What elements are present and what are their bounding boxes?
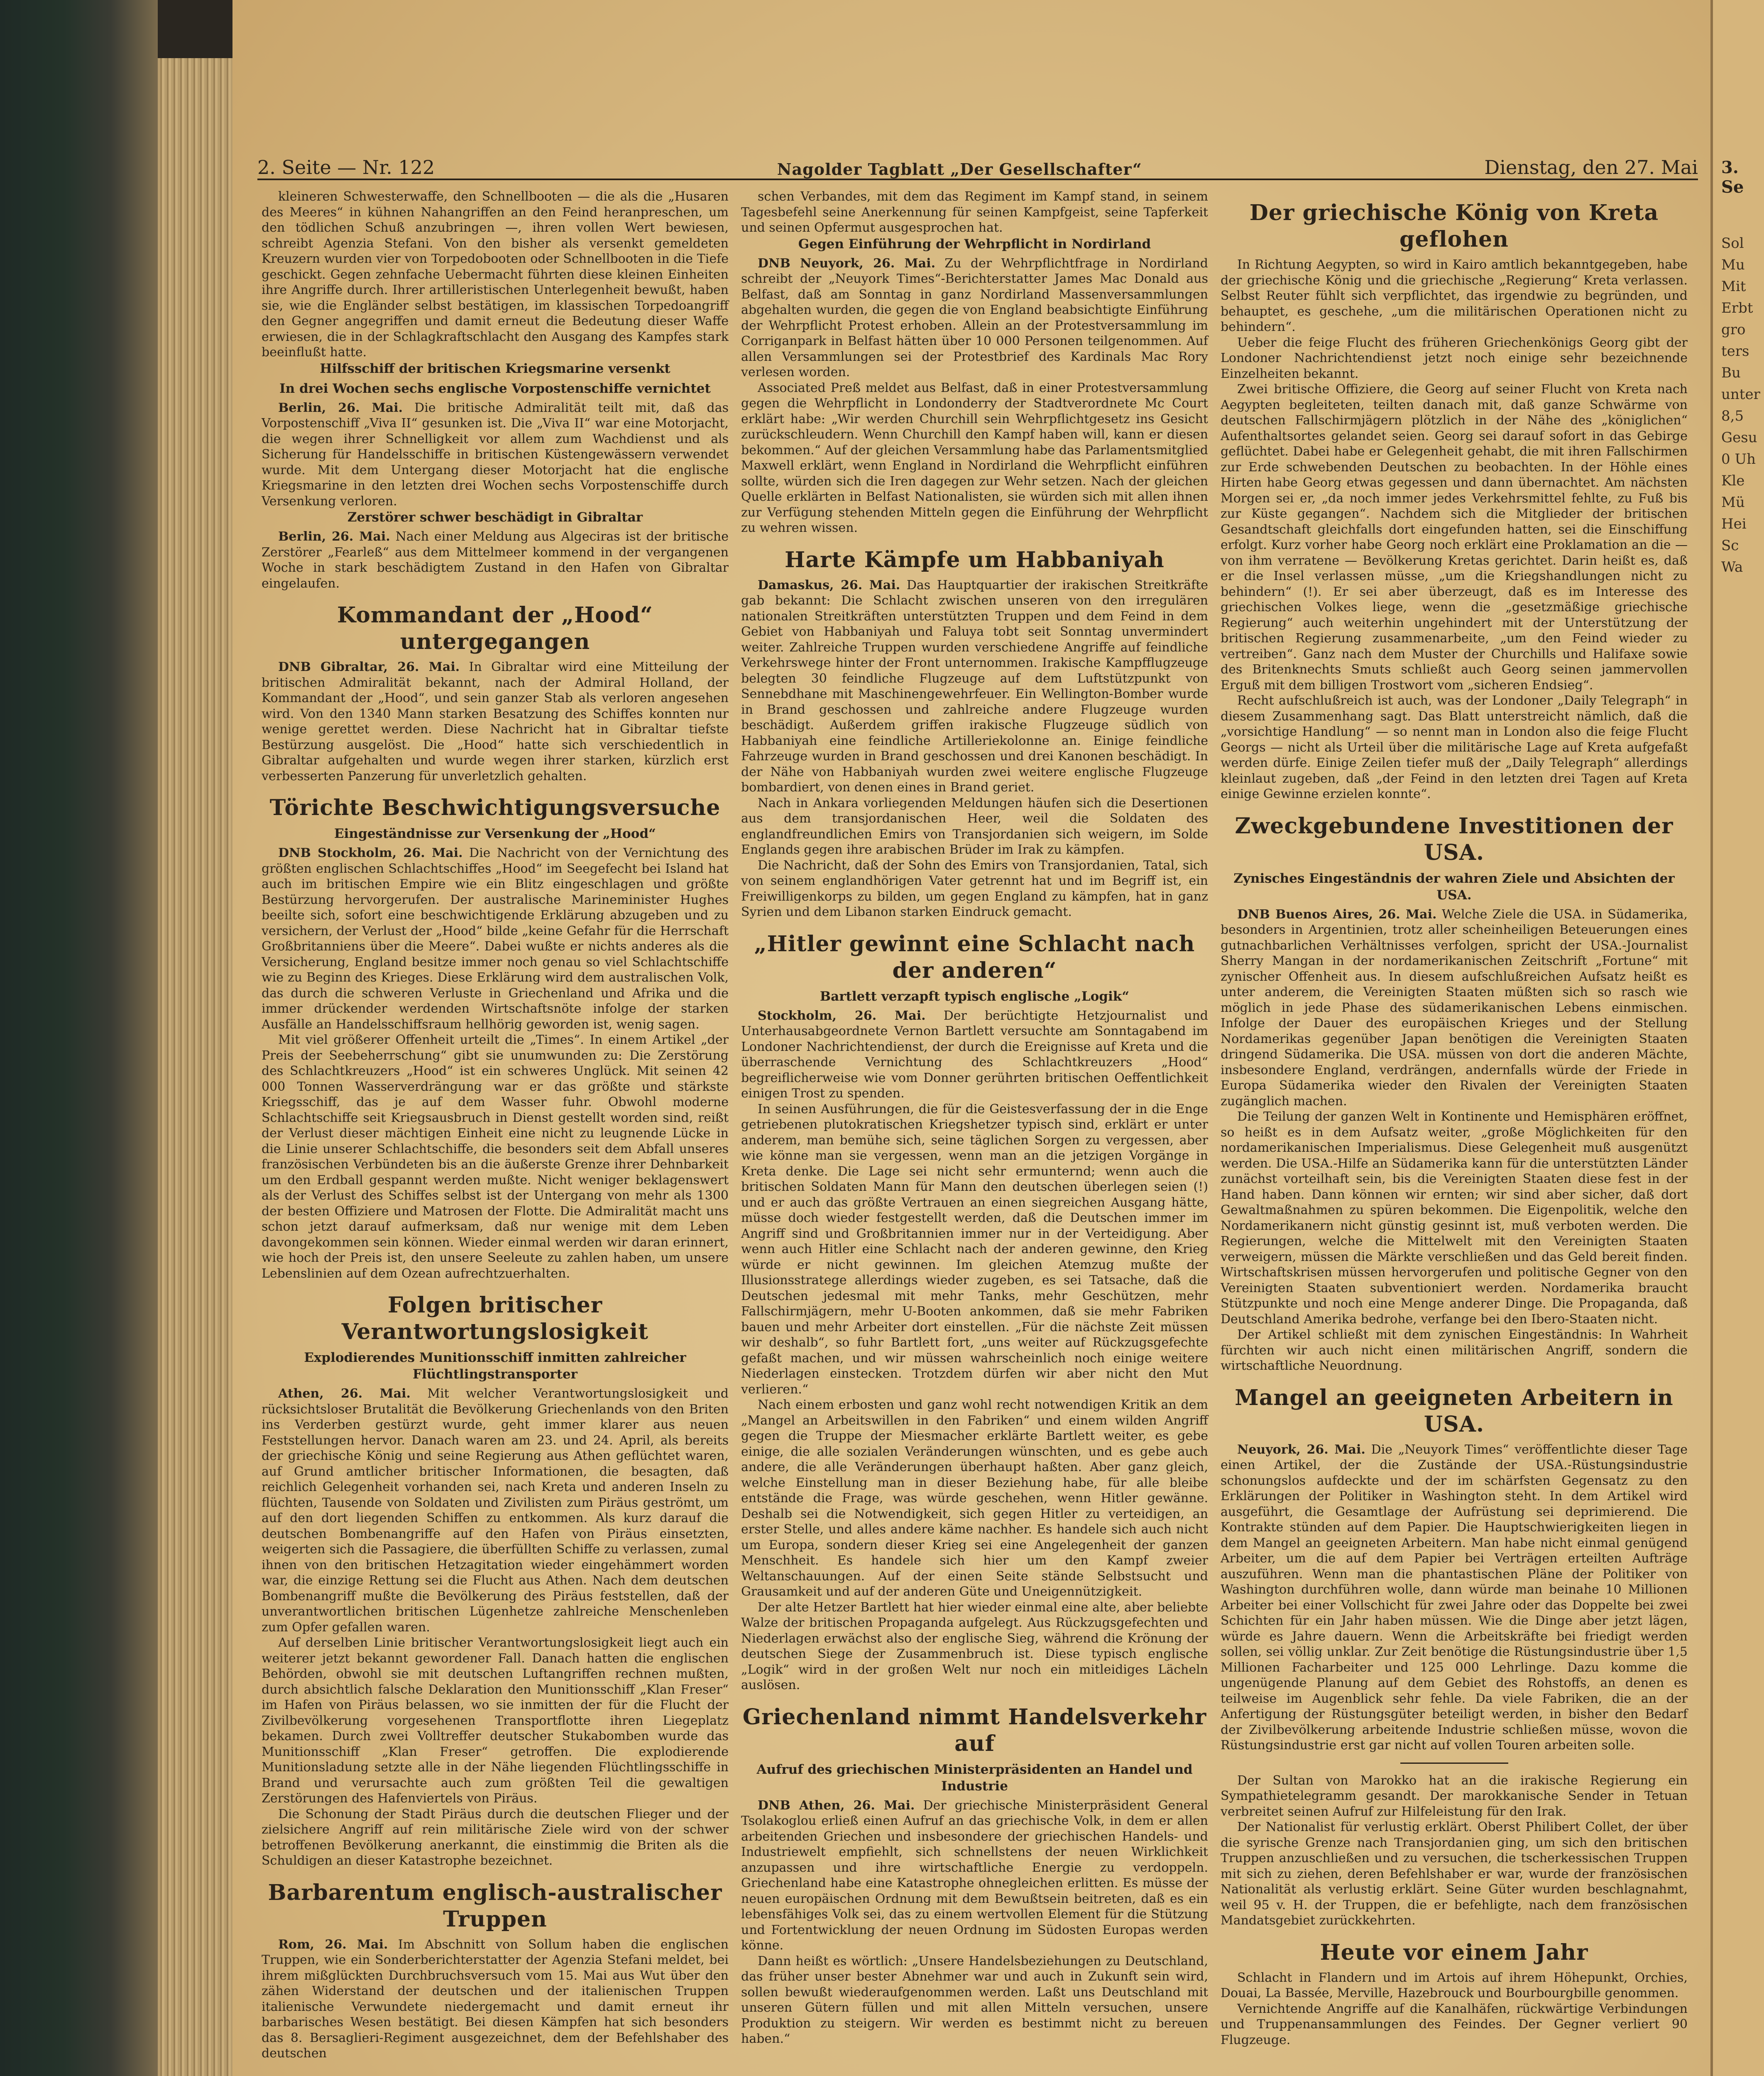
next-page-fragment: gro [1721,321,1746,338]
article-paragraph [1221,1819,1688,1929]
article-text: Die Schonung der Stadt Piräus durch die deutschen Flieger und der zielsichere Angriff auf rein militärische Ziele wird von der schwer betroffenen Bevölkerung anerkannt, die einstimmig die Briten als die Schuldigen an dieser Katastrophe bezeichnet. [262,1807,729,1868]
article-dateline: Stockholm, 26. Mai. [758,1008,926,1023]
next-page-fragments [1721,233,1759,578]
article-text: Zu der Wehrpflichtfrage in Nordirland schreibt der „Neuyork Times“-Berichterstatter James Mac Donald aus Belfast, daß am Sonntag in ganz Nordirland Massenversammlungen abgehalten wurden, die gegen die von England beabsichtigte Einführung der Wehrpflicht Protest erhoben. Allein an der Protestversammlung im Corriganpark in Belfast hätten über 10 000 Personen teilgenommen. Auf allen Versammlungen sei der Protestbrief des Kardinals Mac Rory verlesen worden. [741,256,1208,379]
article-headline: Harte Kämpfe um Habbaniyah [785,547,1165,573]
article-dateline: DNB Gibraltar, 26. Mai. [278,660,460,674]
next-page-fragment: Kle [1721,472,1745,489]
article-text: Vernichtende Angriffe auf die Kanalhäfen, rückwärtige Verbindungen und Truppenansammlungen des Feindes. Der Gegner verliert 90 Flugzeuge. [1221,2001,1688,2047]
column-1 [262,189,729,2061]
article-paragraph [741,1600,1208,1693]
next-page-header: 3. Se [1721,158,1744,197]
article-subheadline: Zerstörer schwer beschädigt in Gibraltar [347,510,643,525]
article-subheadline: Bartlett verzapft typisch englische „Logik“ [820,989,1130,1004]
article-text: In Richtung Aegypten, so wird in Kairo amtlich bekanntgegeben, habe der griechische König und die griechische „Regierung“ Kreta verlassen. Selbst Reuter fühlt sich verpflichtet, das irgendwie zu begründen, und behauptet, es geschehe, „um die militärischen Operationen nicht zu behindern“. [1221,257,1688,334]
column-3 [1221,189,1688,2048]
article-text: Die Nachricht, daß der Sohn des Emirs von Transjordanien, Tatal, sich von seinem englandhörigen Vater getrennt hat und im Begriff ist, ein Freiwilligenkorps zu bilden, um gegen England zu kämpfen, hat in ganz Syrien und dem Libanon starken Eindruck gemacht. [741,858,1208,919]
article-text: Die britische Admiralität teilt mit, daß das Vorpostenschiff „Viva II“ gesunken ist. Die „Viva II“ war eine Motorjacht, die wegen ihrer Schnelligkeit vor allem zum Wachdienst und als Sicherung für Handelsschiffe in britischen Küstengewässern verwendet wurde. Mit dem Untergang dieser Motorjacht hat die englische Kriegsmarine in den letzten drei Wochen sechs Vorpostenschiffe durch Versenkung verloren. [262,400,729,509]
next-page-fragment: Mu [1721,257,1745,273]
article-paragraph [262,845,729,1032]
article-paragraph [1221,1970,1688,2001]
article-text: Der alte Hetzer Bartlett hat hier wieder einmal eine alte, aber beliebte Walze der britischen Propaganda aufgelegt. Aus Rückzugsgefechten und Niederlagen erwächst also der englische Sieg, während die Krönung der deutschen Siege der Zusammenbruch ist. Diese typisch englische „Logik“ wird in der großen Welt nur noch ein mitleidiges Lächeln auslösen. [741,1600,1208,1692]
next-page-fragment: ters [1721,343,1749,360]
article-text: Welche Ziele die USA. in Südamerika, besonders in Argentinien, trotz aller scheinheiligen Beteuerungen eines gutnachbarlichen Verhältnisses verfolgen, spricht der USA.-Journalist Sherry Mangan in der nordamerikanischen Zeitschrift „Fortune“ mit zynischer Offenheit aus. In diesem aufschlußreichen Aufsatz heißt es unter anderem, die Vereinigten Staaten müßten sich so rasch wie möglich in jede Phase des südamerikanischen Lebens einmischen. Infolge der Dauer des europäischen Krieges und der Stellung Nordamerikas gegenüber Japan benötigen die Vereinigten Staaten dringend Südamerika. Die USA. müssen von dort die anderen Mächte, insbesondere England, verdrängen, andernfalls würde der Friede in Europa Südamerika wieder den Rivalen der Vereinigten Staaten zugänglich machen. [1221,907,1688,1109]
next-page-fragment: unter [1721,386,1760,403]
article-text: Nach einem erbosten und ganz wohl recht notwendigen Kritik an dem „Mangel an Arbeitswillen in den Fabriken“ und einem wilden Angriff gegen die Truppe der Miesmacher erklärte Bartlett weiter, es gebe einige, die alle sozialen Veränderungen wünschten, und es gebe auch andere, die alle Veränderungen überhaupt haßten. Aber ganz gleich, welche Einstellung man in dieser Beziehung habe, für alle bleibe entstände die Frage, was würde geschehen, wenn Hitler gewänne. Deshalb sei die Notwendigkeit, sich gegen Hitler zu verteidigen, an erster Stelle, und alles andere käme nachher. Es handele sich auch nicht um Europa, sondern dieser Krieg sei eine Angelegenheit der ganzen Menschheit. Es handele sich hier um den Kampf zweier Weltanschauungen. Auf der einen Seite stände Selbstsucht und Grausamkeit und auf der anderen Güte und Uneigennützigkeit. [741,1398,1208,1599]
article-paragraph [1221,1327,1688,1374]
article-text: Der griechische Ministerpräsident General Tsolakoglou erließ einen Aufruf an das griechische Volk, in dem er allen arbeitenden Griechen und insbesondere der griechischen Handels- und Industriewelt empfiehlt, sich schnellstens der neuen Wirklichkeit anzupassen und ihre wirtschaftliche Energie zu verdoppeln. Griechenland habe eine Katastrophe ohnegleichen erlitten. Es müsse der neuen europäischen Ordnung mit dem Bewußtsein beitreten, daß es ein lebensfähiges Volk sei, das zu einem wertvollen Element für die Stützung und Fortentwicklung der neuen Ordnung im Südosten Europas werden könne. [741,1798,1208,1953]
article-dateline: Berlin, 26. Mai. [278,529,390,544]
article-text: Dann heißt es wörtlich: „Unsere Handelsbeziehungen zu Deutschland, das früher unser bester Abnehmer war und auch in Zukunft sein wird, sollen bewußt wiederaufgenommen werden. Laßt uns Deutschland mit unseren Gütern füllen und mit allen Mitteln versuchen, unsere Produktion zu steigern. Wir werden es bestimmt nicht zu bereuen haben.“ [741,1954,1208,2046]
article-paragraph [1221,907,1688,1109]
article-text: In seinen Ausführungen, die für die Geistesverfassung der in die Enge getriebenen plutokratischen Kriegshetzer typisch sind, erklärt er unter anderem, man bemühe sich, seine täglichen Sorgen zu vergessen, aber wie könne man sie vergessen, wenn man an die jetzigen Vorgänge in Kreta denke. Die Lage sei nicht sehr ermunternd; wenn auch die britischen Soldaten Mann für Mann den deutschen überlegen seien (!) und er auch das größte Vertrauen an einen siegreichen Ausgang hätte, müsse doch wieder festgestellt werden, daß die Deutschen immer im Angriff sind und Großbritannien immer nur in der Verteidigung. Aber wenn auch Hitler eine Schlacht nach der anderen gewinne, den Krieg würde er nicht gewinnen. Im gleichen Atemzug mußte der Illusionsstratege allerdings wieder zugeben, es sei Tatsache, daß die Deutschen jedesmal mit mehr Tanks, mehr Geschützen, mehr Fallschirmjägern, mehr U-Booten ankommen, daß sie mehr Fabriken bauen und mehr Arbeiter dort einstellen. „Für die nächste Zeit müssen wir deshalb“, so fuhr Bartlett fort, „uns weiter auf Rückzugsgefechte gefaßt machen, und wir müssen wahrscheinlich noch einige weitere Niederlagen einstecken. Trotzdem dürfen wir aber nicht den Mut verlieren.“ [741,1102,1208,1397]
next-page-fragment: 0 Uh [1721,451,1756,468]
article-dateline: DNB Stockholm, 26. Mai. [278,846,463,860]
article-dateline: Berlin, 26. Mai. [278,400,403,415]
article-subheadline: Explodierendes Munitionsschiff inmitten zahlreicher Flüchtlingstransporter [304,1350,686,1382]
article-headline: Kommandant der „Hood“ untergegangen [337,602,653,654]
article-text: Der Artikel schließt mit dem zynischen Eingeständnis: In Wahrheit fürchten wir auch nicht einen militärischen Angriff, sondern die wirtschaftliche Neuordnung. [1221,1327,1688,1373]
article-text: Associated Preß meldet aus Belfast, daß in einer Protestversammlung gegen die Wehrpflicht in Londonderry der Stadtverordnete Mc Court erklärt habe: „Wir werden Churchill sein Wehrpflichtgesetz ins Gesicht zurückschleudern. Wenn Churchill den Kampf haben will, kann er diesen bekommen.“ Auf der gleichen Versammlung habe das Parlamentsmitglied Maxwell erklärt, wenn England in Nordirland die Wehrpflicht einführen sollte, würden sich die Iren dagegen zur Wehr setzen. Nach der gleichen Quelle erklärten in Belfast Nationalisten, sie würden sich mit allen ihnen zur Verfügung stehenden Mitteln gegen die Einführung der Wehrpflicht zu wehren wissen. [741,380,1208,535]
article-text: Mit welcher Verantwortungslosigkeit und rücksichtsloser Brutalität die Bevölkerung Griechenlands von den Briten ins Verderben gestürzt wurde, geht immer klarer aus neuen Feststellungen hervor. Danach waren am 23. und 24. April, als bereits der griechische König und seine Regierung aus Athen geflüchtet waren, auf Grund amtlicher britischer Informationen, die besagten, daß reichlich Gelegenheit vorhanden sei, nach Kreta und anderen Inseln zu flüchten, Tausende von Soldaten und Zivilisten zum Piräus geströmt, um auf den dort liegenden Schiffen zu entkommen. Als kurz darauf die deutschen Bombenangriffe auf den Hafen von Piräus einsetzten, weigerten sich die Passagiere, die überfüllten Schiffe zu verlassen, zumal ihnen von den britischen Hetzagitation wieder eingehämmert worden war, die einzige Rettung sei die Flucht aus Athen. Nach dem deutschen Bombenangriff mußte die Bevölkerung des Piräus feststellen, daß der unverantwortlichen britischen Lügenhetze zahlreiche Menschenleben zum Opfer gefallen waren. [262,1386,729,1635]
article-paragraph [741,1397,1208,1600]
article-headline: Heute vor einem Jahr [1320,1939,1588,1965]
article-headline: Der griechische König von Kreta geflohen [1249,200,1659,252]
next-page-edge [1710,0,1764,2076]
article-paragraph [1221,1773,1688,1820]
article-paragraph [741,1954,1208,2047]
article-paragraph [262,1807,729,1869]
article-paragraph [741,380,1208,536]
section-divider [1400,1763,1508,1764]
article-headline: Zweckgebundene Investitionen der USA. [1235,813,1673,865]
article-text: Auf derselben Linie britischer Verantwortungslosigkeit liegt auch ein weiterer jetzt bekannt gewordener Fall. Danach hatten die englischen Behörden, obwohl sie mit deutschen Luftangriffen rechnen mußten, durch absichtlich falsche Deklaration den Munitionsschiff „Klan Freser“ im Hafen von Piräus belassen, wo sie inmitten der für die Flucht der Zivilbevölkerung vorgesehenen Transportflotte ihren Liegeplatz bekamen. Durch zwei Volltreffer deutscher Stukabomben wurde das Munitionsschiff „Klan Freser“ getroffen. Die explodierende Munitionsladung setzte alle in der Nähe liegenden Flüchtlingsschiffe in Brand und verursachte auch zum größten Teil die gewaltigen Zerstörungen des Hafenviertels von Piräus. [262,1635,729,1806]
article-paragraph [1221,1109,1688,1327]
article-headline: „Hitler gewinnt eine Schlacht nach der anderen“ [754,931,1195,983]
article-text: Schlacht in Flandern und im Artois auf ihrem Höhepunkt, Orchies, Douai, La Bassée, Merville, Hazebrouck und Bourbourgbille genommen. [1221,1970,1688,2000]
article-dateline: Neuyork, 26. Mai. [1237,1442,1365,1457]
article-paragraph [741,1102,1208,1398]
article-subheadline: Hilfsschiff der britischen Kriegsmarine versenkt [320,361,670,376]
next-page-fragment: Gesu [1721,429,1757,446]
article-dateline: Rom, 26. Mai. [278,1937,388,1952]
next-page-fragment: Mü [1721,494,1745,511]
article-subheadline: Eingeständnisse zur Versenkung der „Hood“ [334,826,656,841]
article-paragraph [1221,335,1688,382]
article-paragraph [741,256,1208,380]
article-text: kleineren Schwesterwaffe, den Schnellbooten — die als die „Husaren des Meeres“ in kühnen Nahangriffen an den Feind heranpreschen, um den tödlichen Schuß anzubringen —, ihren vollen Wert bewiesen, schreibt Agenzia Stefani. Von den bisher als versenkt gemeldeten Kreuzern wurden vier von Torpedobooten oder Schnellbooten in die Tiefe geschickt. Gegen zehnfache Uebermacht führten diese kleinen Einheiten ihre Angriffe durch. Ihrer artilleristischen Unterlegenheit bewußt, haben sie, wie die Engländer selbst bestätigen, im klassischen Torpedoangriff den Gegner angegriffen und damit erneut die Bedeutung dieser Waffe erwiesen, die in der Schlagkraftschlacht den Ausgang des Kampfes stark beeinflußt hatte. [262,189,729,360]
article-headline: Folgen britischer Verantwortungslosigkeit [341,1293,649,1344]
next-page-fragment: 8,5 [1721,408,1744,424]
next-page-fragment: Sc [1721,537,1739,554]
article-paragraph [262,400,729,509]
article-paragraph [741,1008,1208,1102]
article-headline: Barbarentum englisch-australischer Truppen [268,1880,722,1932]
newspaper-page [232,0,1710,2076]
article-paragraph [262,1386,729,1635]
article-text: Nach einer Meldung aus Algeciras ist der britische Zerstörer „Fearleß“ aus dem Mittelmeer kommend in der vergangenen Woche in stark beschädigtem Zustand in den Hafen von Gibraltar eingelaufen. [262,529,729,591]
article-headline: Törichte Beschwichtigungsversuche [269,795,721,820]
article-paragraph [1221,2001,1688,2048]
next-page-fragment: Bu [1721,365,1741,381]
article-headline: Mangel an geeigneten Arbeitern in USA. [1235,1385,1673,1437]
article-paragraph [1221,1442,1688,1753]
article-paragraph [741,796,1208,858]
next-page-fragment: Wa [1721,559,1743,575]
article-paragraph [262,529,729,591]
header-newspaper-title: Nagolder Tagblatt „Der Gesellschafter“ [777,160,1142,179]
article-dateline: DNB Buenos Aires, 26. Mai. [1237,907,1437,922]
article-paragraph [741,858,1208,920]
article-subheadline: Gegen Einführung der Wehrpflicht in Nordirland [798,236,1151,252]
header-date: Dienstag, den 27. Mai [1484,156,1698,179]
article-subheadline: Zynisches Eingeständnis der wahren Ziele und Absichten der USA. [1233,871,1675,903]
page-edges [158,58,232,2076]
article-dateline: Damaskus, 26. Mai. [758,578,900,592]
article-dateline: Athen, 26. Mai. [278,1386,411,1401]
article-text: Die „Neuyork Times“ veröffentlichte dieser Tage einen Artikel, der die Zustände der USA.-Rüstungsindustrie schonungslos aufdeckte und der im schärfsten Gegensatz zu den Erklärungen der Politiker in Washington steht. In dem Artikel wird ausgeführt, die Gesamtlage der Aufrüstung sei deprimierend. Die Kontrakte stünden auf dem Papier. Die Hauptschwierigkeiten liegen in dem Mangel an geeigneten Arbeitern. Man habe nicht einmal genügend Arbeiter, um die auf dem Papier bei Verträgen erteilten Aufträge auszuführen. Wenn man die phantastischen Pläne der Politiker von Washington durchführen wolle, dann würde man beinahe 10 Millionen Arbeiter bei einer Vollschicht für zwei Jahre oder das Doppelte bei zwei Schichten für ein Jahr haben müssen. Wie die Dinge aber jetzt lägen, würde es Jahre dauern. Wenn die Arbeitskräfte bei friedigt werden sollen, sei völlig unklar. Zur Zeit benötige die Rüstungsindustrie über 1,5 Millionen Facharbeiter und 125 000 Lehrlinge. Dazu komme die ungenügende Planung auf dem Gebiet des Rohstoffs, an denen es teilweise im Augenblick sehr fehle. Da viele Fabriken, die an der Anfertigung der Rüstungsgüter beteiligt werden, in bisher den Bedarf der Zivilbevölkerung arbeitende Industrie schließen müsse, wovon die Rüstungsindustrie erst gar nicht auf vollen Touren arbeiten solle. [1221,1442,1688,1753]
article-text: Zwei britische Offiziere, die Georg auf seiner Flucht von Kreta nach Aegypten begleiteten, teilten danach mit, daß ganze Schwärme von deutschen Fallschirmjägern plötzlich in der Nähe des „königlichen“ Aufenthaltsortes gelandet seien. Georg sei darauf sofort in das Gebirge geflüchtet. Dabei habe er Gelegenheit gehabt, die mit ihren Fallschirmen zur Erde schwebenden Deutschen zu beobachten. In der Höhle eines Hirten habe Georg etwas gegessen und dann übernachtet. Am nächsten Morgen sei er, „da noch immer jedes Verkehrsmittel fehlte, zu Fuß bis zur Küste gegangen“. Nachdem sich die Mitglieder der britischen Gesandtschaft gleichfalls dort eingefunden hatten, sei die Einschiffung erfolgt. Kurz vorher habe Georg noch erklärt eine Proklamation an die — von ihm verratene — Bevölkerung Kretas gerichtet. Darin heißt es, daß er die Insel verlassen müsse, „um die Kriegshandlungen nicht zu behindern“ (!). Er sei aber überzeugt, daß es im Interesse des griechischen Volkes liege, wenn die „gesetzmäßige griechische Regierung“ auch weiterhin ungehindert mit der Unterstützung der britischen Regierung zusammenarbeite, „um den Feind wieder zu vertreiben“. Ganz nach dem Muster der Churchills und Halifaxe sowie des Britenknechts Smuts schließt auch Georg seinen jammervollen Erguß mit dem billigen Trostwort vom „sicheren Endsieg“. [1221,382,1688,693]
article-headline: Griechenland nimmt Handelsverkehr auf [742,1704,1207,1756]
article-paragraph [741,578,1208,796]
article-text: In Gibraltar wird eine Mitteilung der britischen Admiralität bekannt, nach der Admiral Holland, der Kommandant der „Hood“, und sein ganzer Stab als verloren angesehen wird. Von den 1340 Mann starken Besatzung des Schiffes konnten nur wenige gerettet werden. Diese Nachricht hat in Gibraltar tiefste Bestürzung ausgelöst. Die „Hood“ hatte sich verschiedentlich in Gibraltar aufgehalten und wurde wegen ihrer starken, kürzlich erst verbesserten Panzerung für unverletzlich gehalten. [262,660,729,783]
article-dateline: DNB Athen, 26. Mai. [758,1798,915,1813]
article-text: Die Nachricht von der Vernichtung des größten englischen Schlachtschiffes „Hood“ im Seegefecht bei Island hat auch im britischen Empire wie ein Blitz eingeschlagen und größte Bestürzung hervorgerufen. Der australische Marineminister Hughes beeilte sich, sofort eine beschwichtigende Erklärung abzugeben und zu versichern, der Verlust der „Hood“ bilde „keine Gefahr für die Herrschaft Großbritanniens über die Meere“. Dabei wußte er nichts anderes als die Versicherung, England besitze immer noch genau so viel Schlachtschiffe wie zu Beginn des Krieges. Diese Erklärung wird dem australischen Volk, das durch die schweren Verluste in Griechenland und Afrika und die immer drückender werdenden Wirtschaftsnöte infolge der starken Ausfälle an Handelsschiffsraum hellhörig geworden ist, wenig sagen. [262,846,729,1032]
article-subheadline: In drei Wochen sechs englische Vorpostenschiffe vernichtet [279,381,711,396]
article-paragraph [262,1937,729,2061]
book-binding [0,0,158,2076]
article-dateline: DNB Neuyork, 26. Mai. [758,256,936,271]
article-text: Im Abschnitt von Sollum haben die englischen Truppen, wie ein Sonderberichterstatter der Agenzia Stefani meldet, bei ihrem mißglückten Durchbruchsversuch vom 15. Mai aus Wut über den zähen Widerstand der deutschen und der italienischen Truppen italienische Verwundete niedergemacht und damit erneut ihr barbarisches Wesen bestätigt. Bei diesen Kämpfen hat sich besonders das 8. Bersaglieri-Regiment ausgezeichnet, dem der Befehlshaber des deutschen [262,1937,729,2061]
article-paragraph [741,189,1208,236]
article-text: Recht aufschlußreich ist auch, was der Londoner „Daily Telegraph“ in diesem Zusammenhang sagt. Das Blatt unterstreicht nämlich, daß die „vorsichtige Handlung“ — so nennt man in London also die feige Flucht Georgs — nicht als Urteil über die militärische Lage auf Kreta aufgefaßt werden dürfe. Einige Zeilen tiefer muß der „Daily Telegraph“ allerdings kleinlaut zugeben, daß „der Feind in den letzten drei Tagen auf Kreta einige Gewinne erzielen konnte“. [1221,693,1688,801]
article-paragraph [1221,693,1688,802]
next-page-fragment: Mit [1721,278,1746,295]
article-text: schen Verbandes, mit dem das Regiment im Kampf stand, in seinem Tagesbefehl seine Anerkennung für seinen Kampfgeist, seine Tapferkeit und seinen Opfermut ausgesprochen hat. [741,189,1208,235]
column-2 [741,189,1208,2047]
article-text: Nach in Ankara vorliegenden Meldungen häufen sich die Desertionen aus dem transjordanischen Heer, weil die Soldaten des englandfreundlichen Emirs von Transjordanien sich weigern, im Solde Englands gegen ihre arabischen Brüder im Irak zu kämpfen. [741,796,1208,857]
article-text: Der Nationalist für verlustig erklärt. Oberst Philibert Collet, der über die syrische Grenze nach Transjordanien ging, um sich den britischen Truppen anzuschließen und zu versuchen, die tscherkessischen Truppen mit sich zu ziehen, deren Befehlshaber er war, wurde der französischen Nationalität als verlustig erklärt. Seine Güter wurden beschlagnahmt, weil 95 v. H. der Truppen, die er befehligte, nach dem französischen Mandatsgebiet zurückkehrten. [1221,1820,1688,1928]
article-text: Der Sultan von Marokko hat an die irakische Regierung ein Sympathietelegramm gesandt. Der marokkanische Sender in Tetuan verbreitet seinen Aufruf zur Hilfeleistung für den Irak. [1221,1773,1688,1819]
article-paragraph [262,1032,729,1281]
page-header [257,149,1698,180]
article-text: Das Hauptquartier der irakischen Streitkräfte gab bekannt: Die Schlacht zwischen unseren von den irregulären nationalen Streitkräften unterstützten Truppen und dem Feind in dem Gebiet von Habbaniyah und Faluya tobt seit Sonntag unvermindert weiter. Zahlreiche Truppen wurden verschiedene Angriffe auf feindliche Verkehrswege hinter der Front unternommen. Irakische Kampfflugzeuge belegten 30 feindliche Flugzeuge auf dem Luftstützpunkt von Sennebdhane mit Maschinengewehrfeuer. Ein Wellington-Bomber wurde in Brand geschossen und zahlreiche andere Flugzeuge wurden beschädigt. Außerdem griffen irakische Flugzeuge südlich von Habbaniyah eine feindliche Artilleriekolonne an. Einige feindliche Fahrzeuge wurden in Brand geschossen und drei Kanonen beschädigt. In der Nähe von Habbaniyah wurden zwei weitere englische Flugzeuge bombardiert, von denen eines in Brand geriet. [741,578,1208,795]
next-page-fragment: Erbt [1721,300,1753,316]
article-paragraph [262,1635,729,1807]
article-text: Der berüchtigte Hetzjournalist und Unterhausabgeordnete Vernon Bartlett versuchte am Sonntagabend im Londoner Nachrichtendienst, der durch die Ereignisse auf Kreta und die überraschende Vernichtung des Schlachtkreuzers „Hood“ begreiflicherweise wie vom Donner gerührten britischen Oeffentlichkeit einigen Trost zu spenden. [741,1008,1208,1101]
article-text: Mit viel größerer Offenheit urteilt die „Times“. In einem Artikel „der Preis der Seebeherrschung“ gibt sie unumwunden zu: Die Zerstörung des Schlachtkreuzers „Hood“ ist ein schweres Unglück. Mit seinen 42 000 Tonnen Wasserverdrängung war er das größte und stärkste Kriegsschiff, das je auf dem Wasser fuhr. Obwohl moderne Schlachtschiffe seit Kriegsausbruch in Dienst gestellt worden sind, reißt der Verlust dieser mächtigen Einheit eine nicht zu leugnende Lücke in die Linie unserer Schlachtschiffe, die besonders seit dem Abfall unseres französischen Verbündeten bis an die äußerste Grenze ihrer Dehnbarkeit um den Erdball gespannt werden mußte. Nicht weniger beklagenswert als der Verlust des Schiffes selbst ist der Untergang von mehr als 1300 der besten Offiziere und Matrosen der Flotte. Die Admiralität macht uns schon jetzt darauf aufmerksam, daß nur wenige mit dem Leben davongekommen sein können. Wieder einmal werden wir daran erinnert, wie hoch der Preis ist, den unsere Seeleute zu zahlen haben, um unsere Lebenslinien auf dem Ozean aufrechtzuerhalten. [262,1033,729,1281]
article-paragraph [1221,257,1688,335]
article-paragraph [741,1798,1208,1954]
next-page-fragment: Sol [1721,235,1744,252]
article-paragraph [262,189,729,360]
article-paragraph [1221,382,1688,693]
article-text: Die Teilung der ganzen Welt in Kontinente und Hemisphären eröffnet, so heißt es in dem Aufsatz weiter, „große Möglichkeiten für den nordamerikanischen Imperialismus. Diese Gelegenheit muß ausgenützt werden. Die USA.-Hilfe an Südamerika kann für die unterstützten Länder zunächst vorteilhaft sein, bis die Vereinigten Staaten diese fest in der Hand haben. Dann können wir ernten; wir sind aber sicher, daß dort Gewaltmaßnahmen zu spüren bekommen. Die Eigenpolitik, welche den Nordamerikanern nicht günstig gesinnt ist, muß verboten werden. Die Regierungen, welche die Mittelwelt mit den Vereinigten Staaten verweigern, müssen die Märkte verschließen und das Geld bereit finden. Wirtschaftskrisen müssen hervorgerufen und politische Gegner von den Vereinigten Staaten subventioniert werden. Nordamerika braucht Stützpunkte und noch eine Menge anderer Dinge. Die Propaganda, daß Deutschland Amerika bedrohe, verfange bei den Ibero-Staaten nicht. [1221,1109,1688,1327]
header-page-number: 2. Seite — Nr. 122 [257,156,435,179]
article-text: Ueber die feige Flucht des früheren Griechenkönigs Georg gibt der Londoner Nachrichtendienst jetzt noch einige sehr bezeichnende Einzelheiten bekannt. [1221,335,1688,381]
article-paragraph [262,659,729,784]
next-page-fragment: Hei [1721,516,1747,532]
article-subheadline: Aufruf des griechischen Ministerpräsidenten an Handel und Industrie [756,1762,1193,1794]
